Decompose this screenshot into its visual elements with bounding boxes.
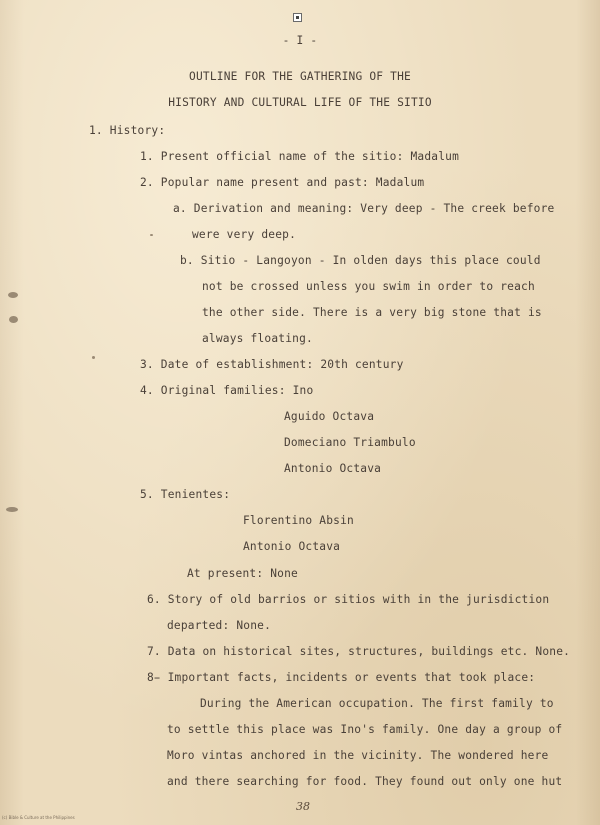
item-4-family-3: Antonio Octava [284, 462, 382, 475]
item-3: 3. Date of establishment: 20th century [140, 358, 404, 371]
footer-note: (c) Bible & Culture at the Philippines [2, 815, 75, 820]
item-1: 1. Present official name of the sitio: Madalum [140, 150, 460, 163]
paragraph-line-2: to settle this place was Ino's family. One day a group of [167, 723, 563, 736]
item-2: 2. Popular name present and past: Madalum [140, 176, 425, 189]
stray-mark [92, 356, 95, 359]
item-5: 5. Tenientes: [140, 488, 231, 501]
item-7: 7. Data on historical sites, structures, buildings etc. None. [147, 645, 571, 658]
item-4-family-2: Domeciano Triambulo [284, 436, 416, 449]
item-2a-line-1: a. Derivation and meaning: Very deep - The creek before [173, 202, 555, 215]
item-2a-line-2: were very deep. [192, 228, 297, 241]
binding-mark [8, 292, 18, 298]
section-heading: 1. History: [89, 124, 166, 137]
item-2b-line-2: not be crossed unless you swim in order to reach [202, 280, 535, 293]
stray-mark [150, 234, 153, 236]
paragraph-line-4: and there searching for food. They found out only one hut [167, 775, 563, 788]
paragraph-line-3: Moro vintas anchored in the vicinity. The wondered here [167, 749, 549, 762]
page-number: 38 [296, 800, 310, 813]
page-stamp [293, 13, 302, 22]
item-5-present: At present: None [187, 567, 298, 580]
item-2b-line-3: the other side. There is a very big stone that is [202, 306, 542, 319]
binding-mark [9, 316, 18, 323]
item-5-teniente-2: Antonio Octava [243, 540, 341, 553]
page-label: - I - [282, 34, 318, 47]
item-4: 4. Original families: Ino [140, 384, 314, 397]
title-line-1: OUTLINE FOR THE GATHERING OF THE [189, 70, 411, 83]
item-2b-line-4: always floating. [202, 332, 313, 345]
item-8: 8̵ Important facts, incidents or events that took place: [147, 671, 536, 684]
item-5-teniente-1: Florentino Absin [243, 514, 354, 527]
item-4-family-1: Aguido Octava [284, 410, 375, 423]
item-6-line-2: departed: None. [167, 619, 272, 632]
item-2b-line-1: b. Sitio - Langoyon - In olden days this place could [180, 254, 541, 267]
paragraph-line-1: During the American occupation. The first family to [200, 697, 554, 710]
binding-mark [6, 507, 18, 512]
title-line-2: HISTORY AND CULTURAL LIFE OF THE SITIO [168, 96, 432, 109]
item-6-line-1: 6. Story of old barrios or sitios with in the jurisdiction [147, 593, 550, 606]
